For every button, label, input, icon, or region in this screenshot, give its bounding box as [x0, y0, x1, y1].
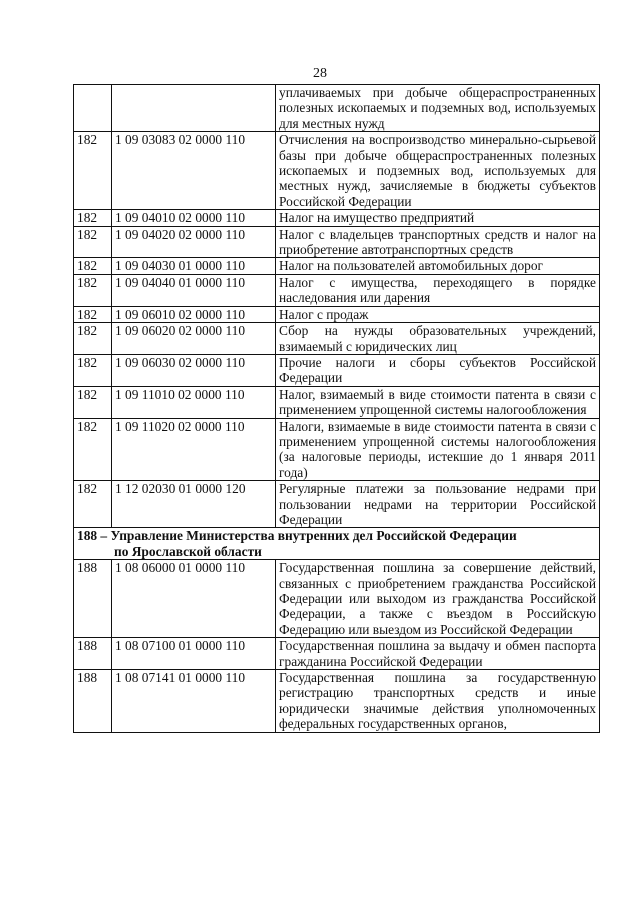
budget-code-cell: 1 09 11010 02 0000 110 [112, 386, 276, 418]
budget-code-cell: 1 09 03083 02 0000 110 [112, 132, 276, 210]
table-row [74, 210, 600, 226]
table-row [74, 354, 600, 386]
budget-code-cell: 1 09 06010 02 0000 110 [112, 306, 276, 322]
table-row [74, 85, 600, 132]
budget-code-cell: 1 09 06020 02 0000 110 [112, 323, 276, 355]
description-cell: Налог с имущества, переходящего в порядке наследования или дарения [276, 274, 600, 306]
description-cell: Государственная пошлина за совершение действий, связанных с приобретением гражданства Российской Федерации или выходом из гражданства Российской Федерации, а также с въездом в Российскую Федерацию или выездом из Российской Федерации [276, 560, 600, 638]
table-row [74, 418, 600, 481]
table-row [74, 306, 600, 322]
admin-code-cell: 182 [74, 132, 112, 210]
budget-code-cell: 1 12 02030 01 0000 120 [112, 481, 276, 528]
section-title [74, 528, 600, 560]
admin-code-cell: 182 [74, 210, 112, 226]
section-title-line-1: 188 – Управление Министерства внутренних дел Российской Федерации [77, 528, 517, 544]
description-cell: Налог на пользователей автомобильных дорог [276, 258, 600, 274]
budget-code-cell: 1 08 07141 01 0000 110 [112, 670, 276, 733]
table-row [74, 560, 600, 638]
description-cell: Прочие налоги и сборы субъектов Российской Федерации [276, 354, 600, 386]
description-cell: уплачиваемых при добыче общераспространенных полезных ископаемых и подземных вод, используемых для местных нужд [276, 85, 600, 132]
table-row [74, 132, 600, 210]
budget-code-cell: 1 09 04030 01 0000 110 [112, 258, 276, 274]
budget-code-cell: 1 09 11020 02 0000 110 [112, 418, 276, 481]
table-row [74, 323, 600, 355]
admin-code-cell: 182 [74, 323, 112, 355]
admin-code-cell: 182 [74, 306, 112, 322]
table-row [74, 386, 600, 418]
description-cell: Сбор на нужды образовательных учреждений, взимаемый с юридических лиц [276, 323, 600, 355]
admin-code-cell: 182 [74, 354, 112, 386]
section-header-row [74, 528, 600, 560]
section-title-line-2: по Ярославской области [114, 543, 262, 559]
admin-code-cell: 182 [74, 226, 112, 258]
table-row [74, 258, 600, 274]
table-row [74, 226, 600, 258]
admin-code-cell: 182 [74, 258, 112, 274]
table-row [74, 638, 600, 670]
budget-code-cell [112, 85, 276, 132]
table-row [74, 274, 600, 306]
description-cell: Налог, взимаемый в виде стоимости патента в связи с применением упрощенной системы налогообложения [276, 386, 600, 418]
admin-code-cell: 188 [74, 560, 112, 638]
admin-code-cell: 182 [74, 274, 112, 306]
admin-code-cell: 182 [74, 481, 112, 528]
budget-code-cell: 1 09 04010 02 0000 110 [112, 210, 276, 226]
budget-code-cell: 1 09 04040 01 0000 110 [112, 274, 276, 306]
budget-code-cell: 1 09 04020 02 0000 110 [112, 226, 276, 258]
table-row [74, 481, 600, 528]
description-cell: Отчисления на воспроизводство минерально-сырьевой базы при добыче общераспространенных полезных ископаемых и подземных вод, используемых для местных нужд, зачисляемые в бюджеты субъектов Российской Федерации [276, 132, 600, 210]
budget-code-cell: 1 08 07100 01 0000 110 [112, 638, 276, 670]
description-cell: Государственная пошлина за государственную регистрацию транспортных средств и иные юридически значимые действия уполномоченных федеральных государственных органов, [276, 670, 600, 733]
admin-code-cell: 182 [74, 418, 112, 481]
description-cell: Налог с продаж [276, 306, 600, 322]
description-cell: Налог на имущество предприятий [276, 210, 600, 226]
description-cell: Регулярные платежи за пользование недрами при пользовании недрами на территории Российской Федерации [276, 481, 600, 528]
description-cell: Налоги, взимаемые в виде стоимости патента в связи с применением упрощенной системы налогообложения (за налоговые периоды, истекшие до 1 января 2011 года) [276, 418, 600, 481]
budget-classification-table [73, 84, 600, 733]
admin-code-cell: 182 [74, 386, 112, 418]
admin-code-cell [74, 85, 112, 132]
page-number: 28 [313, 66, 327, 81]
description-cell: Государственная пошлина за выдачу и обмен паспорта гражданина Российской Федерации [276, 638, 600, 670]
table-row [74, 670, 600, 733]
budget-code-cell: 1 08 06000 01 0000 110 [112, 560, 276, 638]
description-cell: Налог с владельцев транспортных средств и налог на приобретение автотранспортных средств [276, 226, 600, 258]
admin-code-cell: 188 [74, 670, 112, 733]
admin-code-cell: 188 [74, 638, 112, 670]
budget-code-cell: 1 09 06030 02 0000 110 [112, 354, 276, 386]
